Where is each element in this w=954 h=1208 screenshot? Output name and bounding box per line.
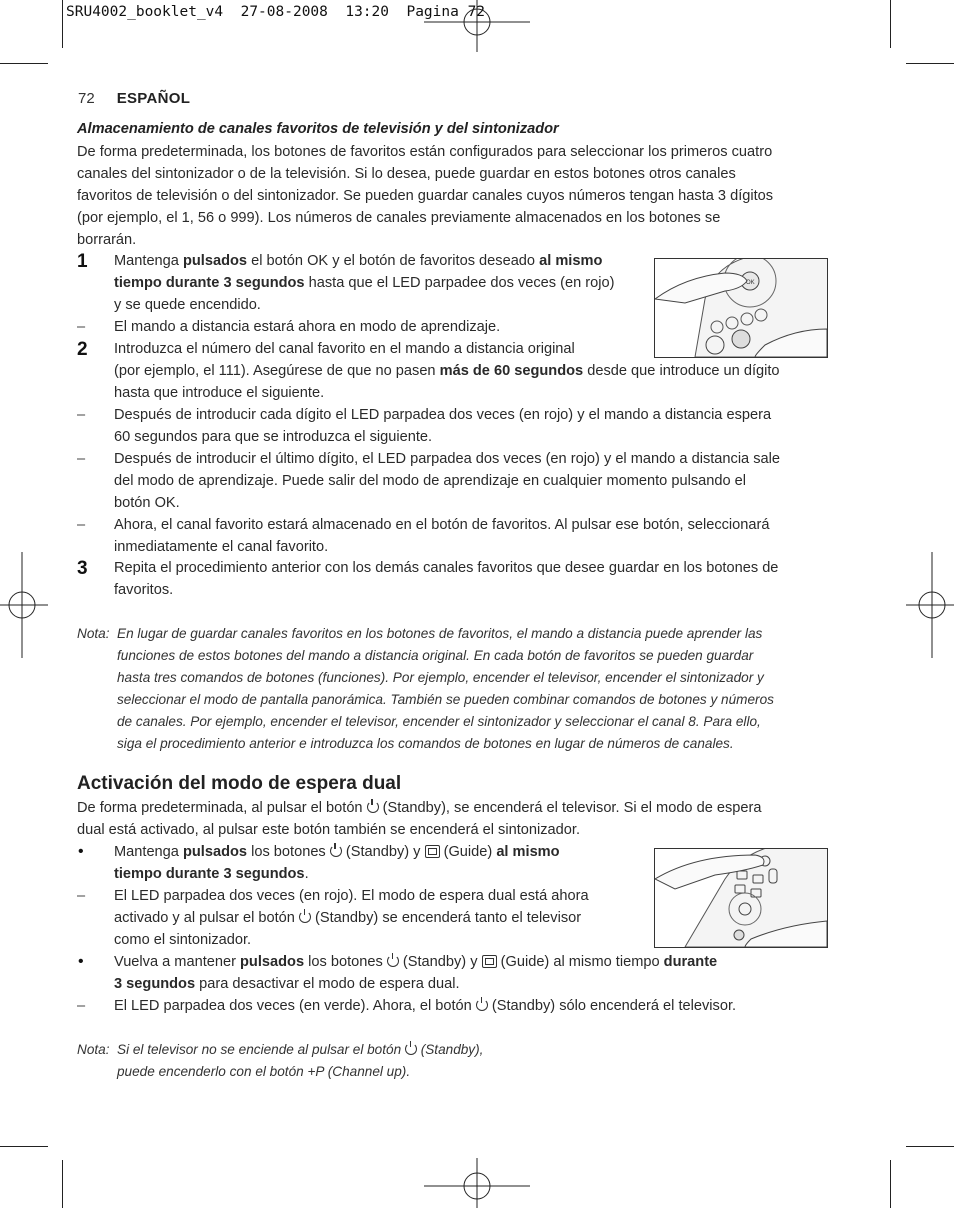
step-result: Después de introducir el último dígito, el LED parpadea dos veces (en rojo) y el mando a distancia sale — [114, 451, 781, 467]
bullet-line: 3 segundos para desactivar el modo de espera dual. — [114, 976, 460, 992]
power-icon — [330, 845, 342, 857]
note-line: Si el televisor no se enciende al pulsar el botón (Standby), — [117, 1042, 484, 1057]
guide-icon — [425, 845, 440, 858]
step-number: 3 — [77, 558, 88, 579]
crop-mark — [890, 0, 891, 48]
step-line: hasta que introduce el siguiente. — [114, 385, 325, 401]
note-line: hasta tres comandos de botones (funciones). Por ejemplo, encender el televisor, encender el sintonizador y — [117, 670, 764, 685]
intro-paragraph — [77, 142, 837, 252]
dash-marker: – — [77, 319, 86, 335]
note-line: puede encenderlo con el botón +P (Channel up). — [117, 1064, 411, 1079]
step-result: botón OK. — [114, 495, 180, 511]
bullet-line: tiempo durante 3 segundos. — [114, 866, 309, 882]
crop-mark — [0, 1146, 48, 1147]
svg-text:OK: OK — [746, 280, 755, 286]
power-icon — [387, 955, 399, 967]
dash-marker: – — [77, 888, 86, 904]
step-line: favoritos. — [114, 582, 174, 598]
step-result: Ahora, el canal favorito estará almacenado en el botón de favoritos. Al pulsar ese botón, seleccionará — [114, 517, 770, 533]
registration-mark-top — [424, 0, 530, 52]
intro-line: (por ejemplo, el 1, 56 o 999). Los números de canales previamente almacenados en los botones se — [77, 209, 721, 226]
bullet-line: Vuelva a mantener pulsados los botones (Standby) y (Guide) al mismo tiempo durante — [114, 954, 718, 970]
crop-mark — [906, 1146, 954, 1147]
note-line: seleccionar el modo de pantalla panorámica. También se pueden combinar comandos de botones y números — [117, 692, 774, 707]
bullet-result: El LED parpadea dos veces (en verde). Ahora, el botón (Standby) sólo encenderá el televisor. — [114, 998, 737, 1014]
intro-line: favoritos de televisión o del sintonizador. Se pueden guardar canales cuyos números tengan hasta 3 dígitos — [77, 187, 774, 204]
intro-line: De forma predeterminada, los botones de favoritos están configurados para seleccionar los primeros cuatro — [77, 144, 773, 160]
registration-mark-right — [906, 552, 954, 658]
step-number: 2 — [77, 339, 88, 360]
note-label: Nota: — [77, 626, 110, 641]
power-icon — [367, 801, 379, 813]
step-line: Repita el procedimiento anterior con los demás canales favoritos que desee guardar en los botones de — [114, 560, 779, 576]
step-result: 60 segundos para que se introduzca el siguiente. — [114, 429, 433, 445]
step-line: tiempo durante 3 segundos hasta que el LED parpadee dos veces (en rojo) — [114, 275, 615, 291]
bullet-result: activado y al pulsar el botón (Standby) se encenderá tanto el televisor — [114, 910, 582, 926]
step-result: El mando a distancia estará ahora en modo de aprendizaje. — [114, 319, 501, 335]
step-line: (por ejemplo, el 111). Asegúrese de que no pasen más de 60 segundos desde que introduce un dígito — [114, 363, 780, 379]
page-header — [78, 90, 190, 107]
step-result: del modo de aprendizaje. Puede salir del modo de aprendizaje en cualquier momento pulsando el — [114, 473, 746, 489]
registration-mark-left — [0, 552, 48, 658]
guide-icon — [482, 955, 497, 968]
bullet-marker: • — [78, 843, 84, 860]
section-heading: Activación del modo de espera dual — [77, 773, 402, 794]
step-result: inmediatamente el canal favorito. — [114, 539, 329, 555]
print-slug: SRU4002_booklet_v4 27-08-2008 13:20 Pagina 72 — [66, 4, 486, 20]
note-line: funciones de estos botones del mando a distancia original. En cada botón de favoritos se pueden guardar — [117, 648, 754, 663]
power-icon — [476, 999, 488, 1011]
intro-line: dual está activado, al pulsar este botón también se encenderá el sintonizador. — [77, 822, 580, 838]
power-icon — [405, 1043, 417, 1055]
section-subheading: Almacenamiento de canales favoritos de televisión y del sintonizador — [77, 121, 559, 137]
step-result: Después de introducir cada dígito el LED parpadea dos veces (en rojo) y el mando a distancia espera — [114, 407, 772, 423]
bullet-marker: • — [78, 953, 84, 970]
remote-ok-illustration — [654, 258, 828, 358]
note-line: siga el procedimiento anterior e introduzca los comandos de botones en lugar de números de canales. — [117, 736, 734, 751]
bullet-line: Mantenga pulsados los botones (Standby) y (Guide) al mismo — [114, 844, 560, 860]
crop-mark — [62, 0, 63, 48]
dash-marker: – — [77, 451, 86, 467]
dash-marker: – — [77, 517, 86, 533]
intro-line: borrarán. — [77, 231, 137, 248]
crop-mark — [906, 63, 954, 64]
crop-mark — [890, 1160, 891, 1208]
bullet-result: El LED parpadea dos veces (en rojo). El modo de espera dual está ahora — [114, 888, 589, 904]
dash-marker: – — [77, 998, 86, 1014]
note-line: En lugar de guardar canales favoritos en los botones de favoritos, el mando a distancia puede aprender las — [117, 626, 763, 641]
crop-mark — [62, 1160, 63, 1208]
remote-standby-illustration — [654, 848, 828, 948]
registration-mark-bottom — [424, 1158, 530, 1208]
note-label: Nota: — [77, 1042, 110, 1057]
step-line: Introduzca el número del canal favorito en el mando a distancia original — [114, 341, 575, 357]
intro-line: De forma predeterminada, al pulsar el botón (Standby), se encenderá el televisor. Si el modo de espera — [77, 800, 762, 816]
language-label: ESPAÑOL — [116, 90, 191, 107]
bullet-result: como el sintonizador. — [114, 932, 252, 948]
step-line: Mantenga pulsados el botón OK y el botón de favoritos deseado al mismo — [114, 253, 603, 269]
note-line: de canales. Por ejemplo, encender el televisor, encender el sintonizador y seleccionar el canal 8. Para ello, — [117, 714, 761, 729]
crop-mark — [0, 63, 48, 64]
page-number: 72 — [78, 90, 95, 107]
dash-marker: – — [77, 407, 86, 423]
power-icon — [299, 911, 311, 923]
step-line: y se quede encendido. — [114, 297, 261, 313]
step-number: 1 — [77, 251, 88, 272]
intro-line: canales del sintonizador o de la televisión. Si lo desea, puede guardar en estos botones otros canales — [77, 165, 736, 182]
